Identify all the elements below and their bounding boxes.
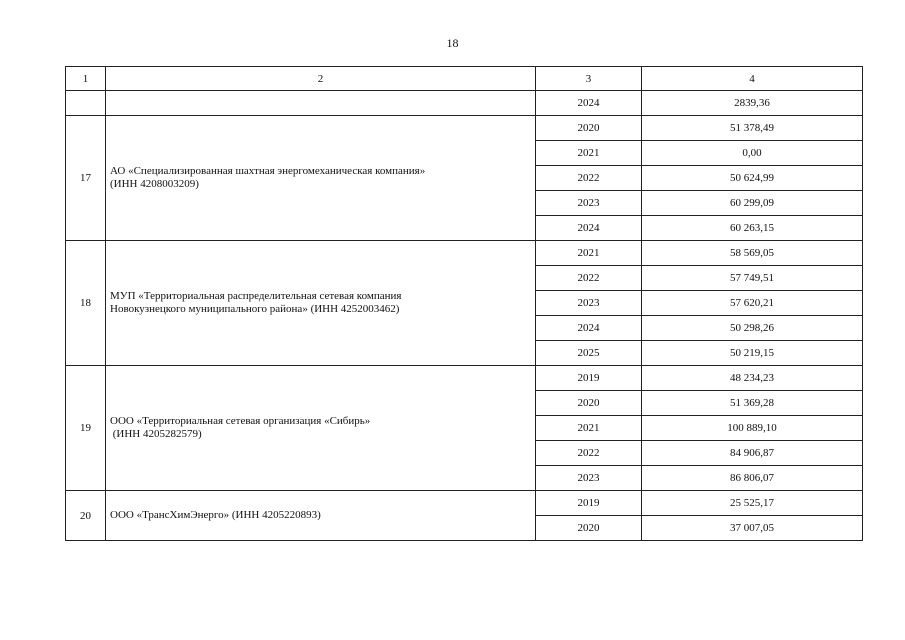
year-cell: 2023 [536,466,642,491]
year-cell: 2025 [536,341,642,366]
value-cell: 57 620,21 [642,291,863,316]
table-row [66,491,863,516]
year-cell: 2022 [536,441,642,466]
table-row [66,91,863,116]
organization-line: ООО «ТрансХимЭнерго» (ИНН 4205220893) [110,509,321,521]
organization-line: АО «Специализированная шахтная энергомеханическая компания» [110,165,426,177]
organization-name [106,116,536,241]
year-cell: 2022 [536,166,642,191]
value-cell: 100 889,10 [642,416,863,441]
year-cell: 2019 [536,491,642,516]
header-col-3: 3 [536,67,642,91]
header-col-1: 1 [66,67,106,91]
table-row [66,116,863,141]
table-row [66,366,863,391]
row-number: 20 [66,491,106,541]
year-cell: 2019 [536,366,642,391]
year-cell: 2024 [536,316,642,341]
header-col-2: 2 [106,67,536,91]
organization-line: Новокузнецкого муниципального района» (ИНН 4252003462) [110,303,400,315]
value-cell: 51 378,49 [642,116,863,141]
organization-line: МУП «Территориальная распределительная сетевая компания [110,290,402,302]
organization-name [106,241,536,366]
value-cell: 37 007,05 [642,516,863,541]
value-cell: 57 749,51 [642,266,863,291]
value-cell: 48 234,23 [642,366,863,391]
year-cell: 2022 [536,266,642,291]
organization-line: (ИНН 4205282579) [110,428,202,440]
value-cell: 60 299,09 [642,191,863,216]
value-cell: 58 569,05 [642,241,863,266]
year-cell: 2020 [536,391,642,416]
year-cell: 2023 [536,191,642,216]
value-cell: 51 369,28 [642,391,863,416]
tariff-table [65,66,863,541]
row-number [66,91,106,116]
organization-name [106,366,536,491]
table-row [66,241,863,266]
value-cell: 50 624,99 [642,166,863,191]
year-cell: 2020 [536,116,642,141]
value-cell: 0,00 [642,141,863,166]
row-number: 18 [66,241,106,366]
year-cell: 2021 [536,141,642,166]
value-cell: 25 525,17 [642,491,863,516]
year-cell: 2023 [536,291,642,316]
organization-name [106,91,536,116]
row-number: 17 [66,116,106,241]
header-row [66,67,863,91]
year-cell: 2024 [536,91,642,116]
year-cell: 2020 [536,516,642,541]
header-col-4: 4 [642,67,863,91]
page-number: 18 [446,36,459,50]
table-body [66,91,863,541]
organization-name [106,491,536,541]
value-cell: 2839,36 [642,91,863,116]
organization-line: (ИНН 4208003209) [110,178,199,190]
year-cell: 2024 [536,216,642,241]
value-cell: 50 298,26 [642,316,863,341]
value-cell: 60 263,15 [642,216,863,241]
value-cell: 86 806,07 [642,466,863,491]
year-cell: 2021 [536,416,642,441]
year-cell: 2021 [536,241,642,266]
organization-line: ООО «Территориальная сетевая организация «Сибирь» [110,415,371,427]
value-cell: 50 219,15 [642,341,863,366]
row-number: 19 [66,366,106,491]
value-cell: 84 906,87 [642,441,863,466]
